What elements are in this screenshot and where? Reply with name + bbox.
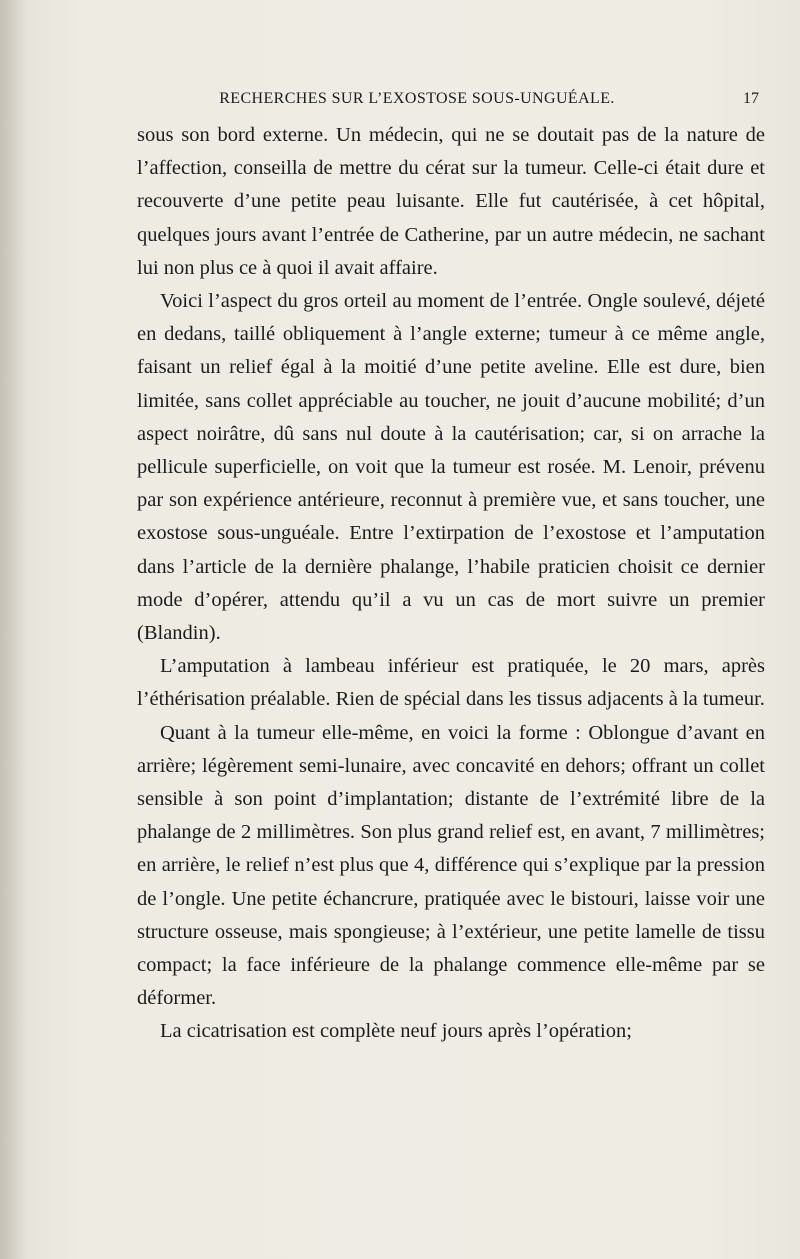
- paragraph-toe-aspect: Voici l’aspect du gros orteil au moment de l’entrée. Ongle soulevé, déjeté en dedans, taillé obliquement à l’angle externe; tumeur à ce même angle, faisant un relief égal à la moitié d’une petite aveline. Elle est dure, bien limitée, sans collet appréciable au toucher, ne jouit d’aucune mobilité; d’un aspect noirâtre, dû sans nul doute à la cautérisation; car, si on arrache la pellicule superficielle, on voit que la tumeur est rosée. M. Lenoir, prévenu par son expérience antérieure, reconnut à première vue, et sans toucher, une exostose sous-unguéale. Entre l’extirpation de l’exostose et l’amputation dans l’article de la dernière phalange, l’habile praticien choisit ce dernier mode d’opérer, attendu qu’il a vu un cas de mort suivre un premier (Blandin).: [137, 290, 765, 645]
- page-header: [137, 84, 765, 114]
- paragraph-cicatrisation: La cicatrisation est complète neuf jours après l’opération;: [160, 1020, 632, 1043]
- running-title: RECHERCHES SUR L’EXOSTOSE SOUS-UNGUÉALE.: [219, 90, 615, 107]
- paragraph-continued: sous son bord externe. Un médecin, qui ne se doutait pas de la nature de l’affection, conseilla de mettre du cérat sur la tumeur. Celle-ci était dure et recouverte d’une petite peau luisante. Elle fut cautérisée, à cet hôpital, quelques jours avant l’entrée de Catherine, par un autre médecin, ne sachant lui non plus ce à quoi il avait affaire.: [137, 124, 765, 279]
- body-text: [137, 119, 765, 1049]
- page-number: 17: [743, 90, 759, 107]
- gutter-shadow: [0, 0, 26, 1259]
- paragraph-amputation: L’amputation à lambeau inférieur est pratiquée, le 20 mars, après l’éthérisation préalable. Rien de spécial dans les tissus adjacents à la tumeur.: [137, 655, 765, 711]
- paragraph-tumor-form: Quant à la tumeur elle-même, en voici la forme : Oblongue d’avant en arrière; légèrement semi-lunaire, avec concavité en dehors; offrant un collet sensible à son point d’implantation; distante de l’extrémité libre de la phalange de 2 millimètres. Son plus grand relief est, en avant, 7 millimètres; en arrière, le relief n’est plus que 4, différence qui s’explique par la pression de l’ongle. Une petite échancrure, pratiquée avec le bistouri, laisse voir une structure osseuse, mais spongieuse; à l’extérieur, une petite lamelle de tissu compact; la face inférieure de la phalange commence elle-même par se déformer.: [137, 721, 765, 1010]
